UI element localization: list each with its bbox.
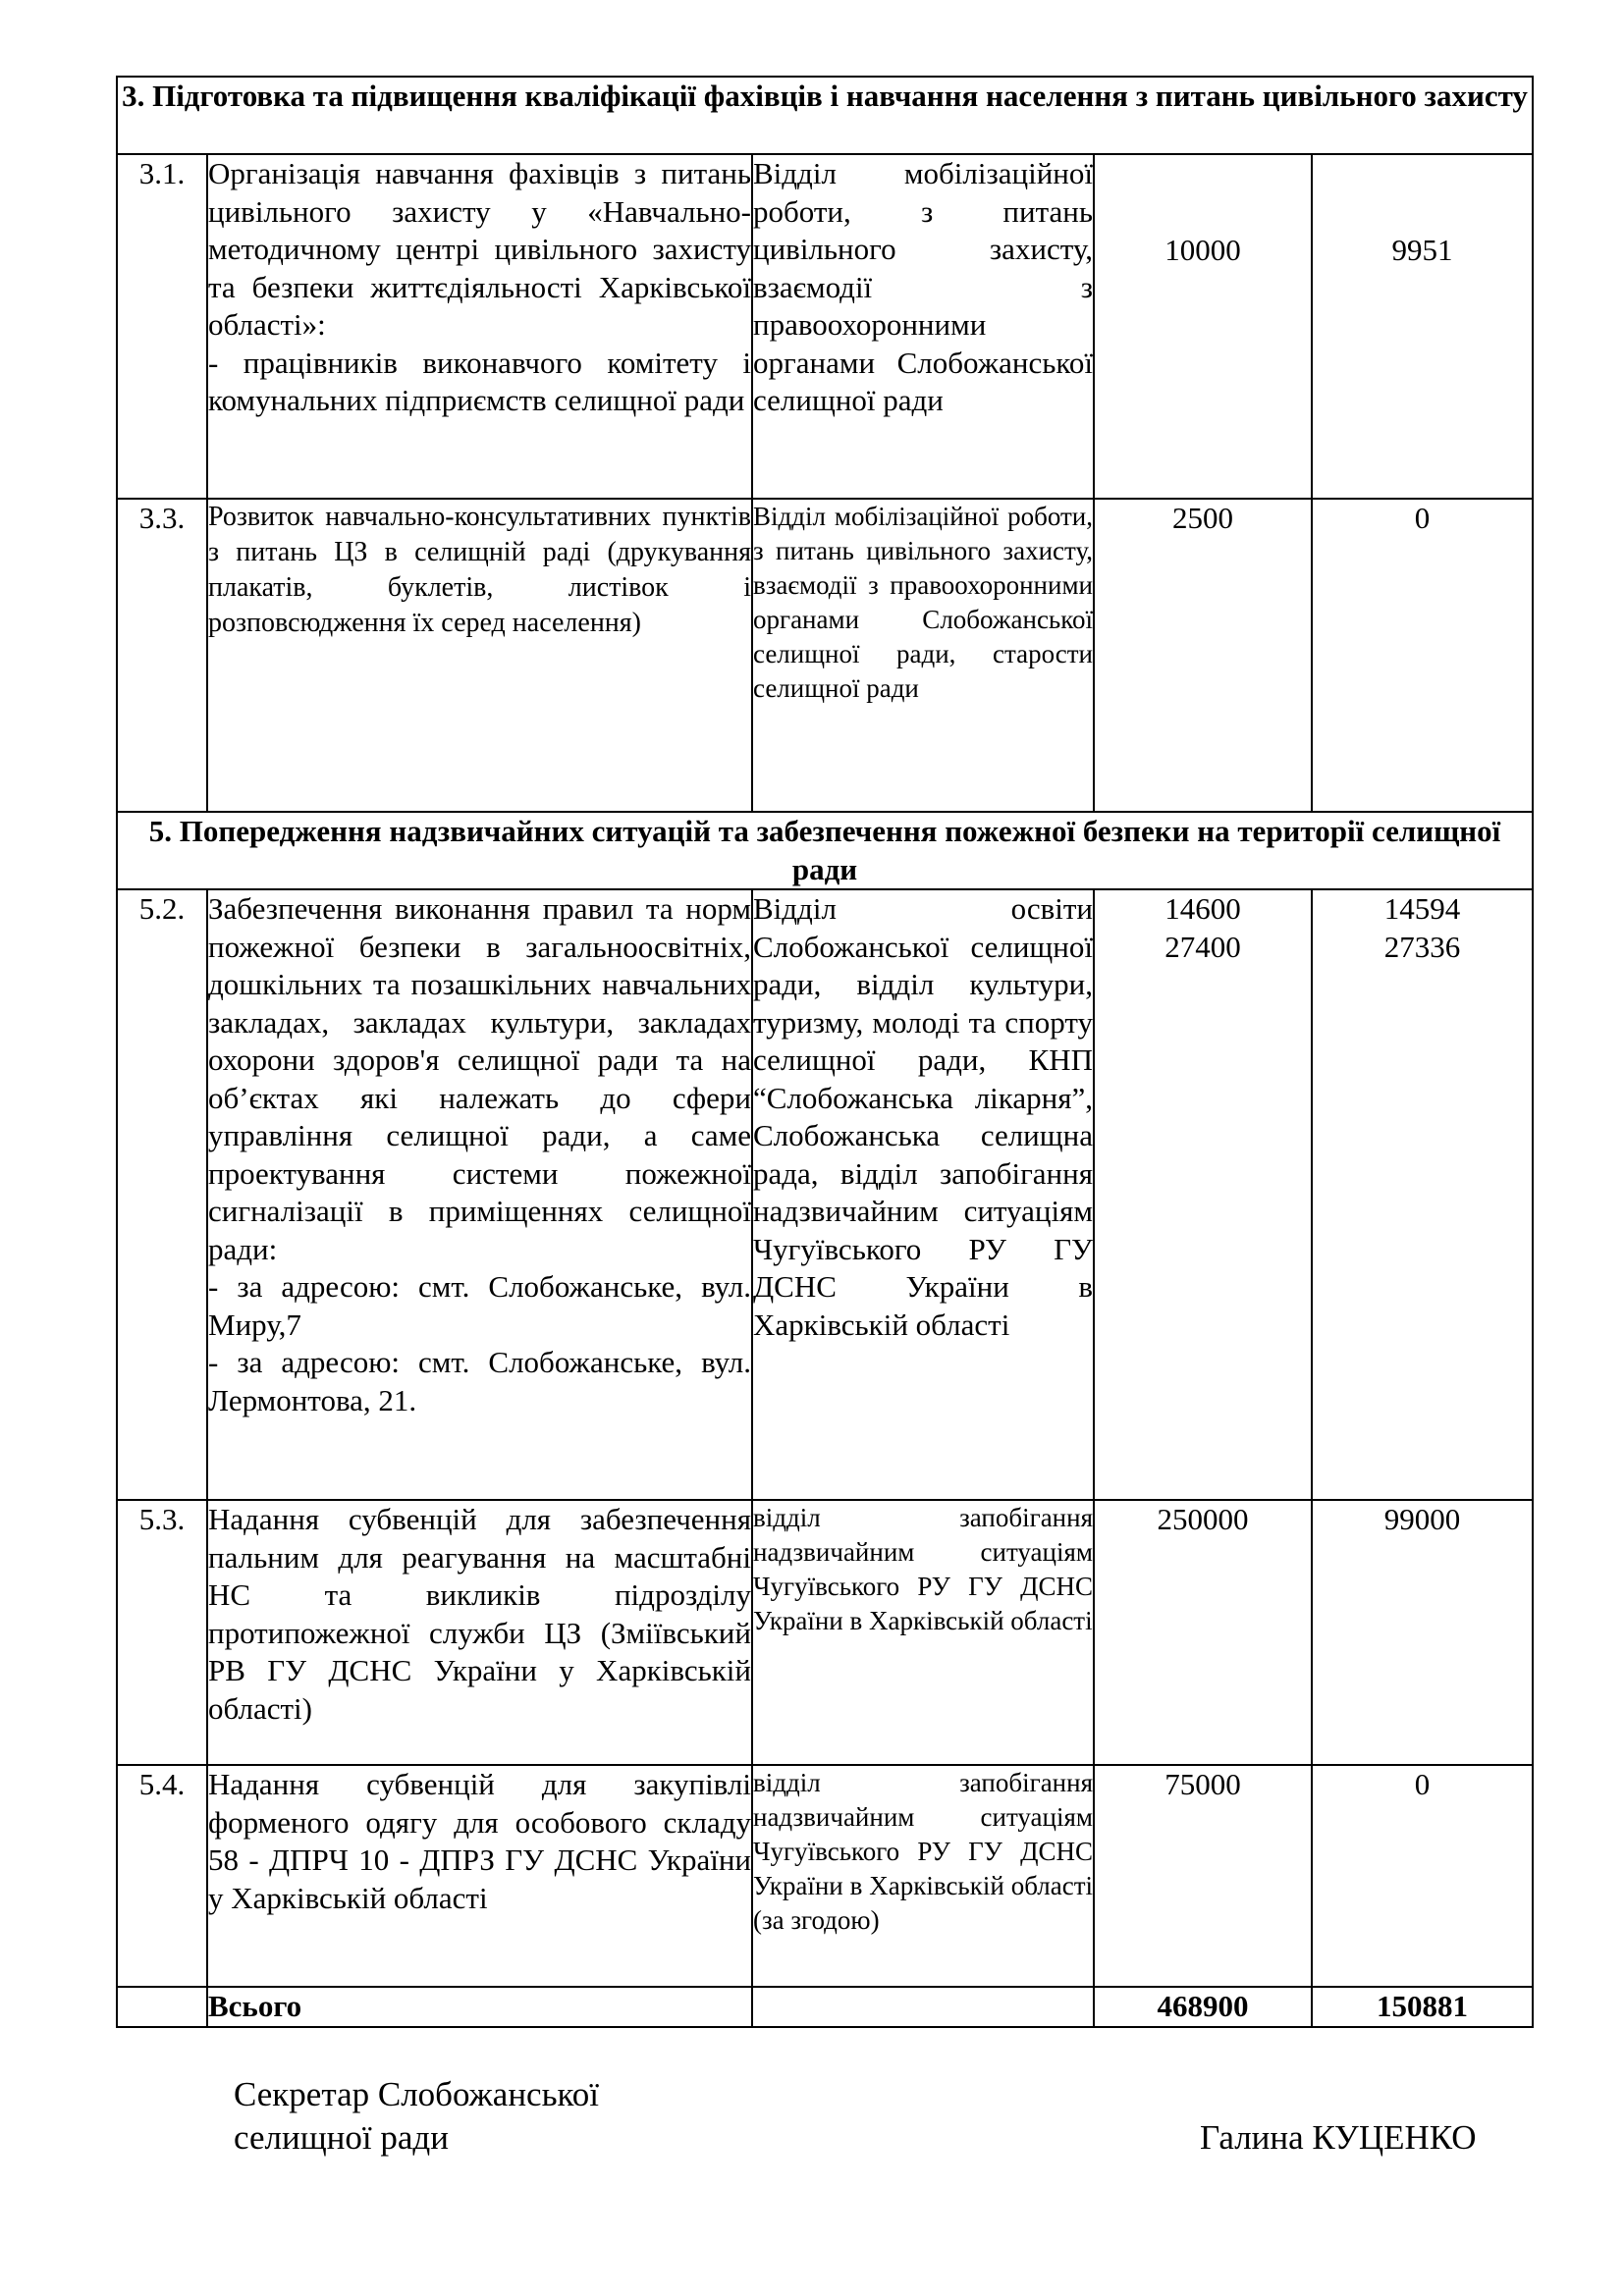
section-header-row <box>117 812 1533 889</box>
row-number: 3.3. <box>117 499 207 812</box>
executor: Відділ мобілізаційної роботи, з питань цивільного захисту, взаємодії з правоохоронними органами Слобожанської селищної ради, старости селищної ради <box>752 499 1094 812</box>
section-title: 5. Попередження надзвичайних ситуацій та забезпечення пожежної безпеки на території селищної ради <box>117 812 1533 889</box>
executor: відділ запобігання надзвичайним ситуаціям Чугуївського РУ ГУ ДСНС України в Харківській області <box>752 1500 1094 1765</box>
total-row <box>117 1987 1533 2027</box>
total-actual: 150881 <box>1312 1987 1533 2027</box>
text-line: - за адресою: смт. Слобожанське, вул. Лермонтова, 21. <box>208 1345 751 1417</box>
planned-amount <box>1094 889 1312 1500</box>
text-line: Організація навчання фахівців з питань цивільного захисту у «Навчально-методичному центрі цивільного захисту та безпеки життєдіяльності Харківської області»: <box>208 156 751 342</box>
text-line: Забезпечення виконання правил та норм пожежної безпеки в загальноосвітніх, дошкільних та позашкільних навчальних закладах, закладах культури, закладах охорони здоров'я селищної ради та на об’єктах які належать до сфери управління селищної ради, а саме проектування системи пожежної сигналізації в приміщеннях селищної ради: <box>208 891 751 1266</box>
row-number: 3.1. <box>117 154 207 499</box>
text-line: 27400 <box>1164 929 1241 964</box>
planned-amount: 2500 <box>1094 499 1312 812</box>
row-number: 5.3. <box>117 1500 207 1765</box>
actual-amount <box>1312 889 1533 1500</box>
activity-name <box>207 154 752 499</box>
section-header-row <box>117 77 1533 154</box>
planned-amount: 250000 <box>1094 1500 1312 1765</box>
total-label: Всього <box>207 1987 752 2027</box>
actual-amount-values <box>1313 890 1532 966</box>
executor: Відділ мобілізаційної роботи, з питань цивільного захисту, взаємодії з правоохоронними органами Слобожанської селищної ради <box>752 154 1094 499</box>
total-planned: 468900 <box>1094 1987 1312 2027</box>
row-number: 5.4. <box>117 1765 207 1987</box>
text-line: - працівників виконавчого комітету і комунальних підприємств селищної ради <box>208 345 751 417</box>
planned-amount-values <box>1095 890 1311 966</box>
actual-amount: 0 <box>1312 1765 1533 1987</box>
signature-position-line2: селищної ради <box>234 2118 449 2157</box>
text-line: 14600 <box>1164 891 1241 926</box>
signature-position <box>234 2073 599 2160</box>
table-row <box>117 889 1533 1500</box>
activity-name <box>207 889 752 1500</box>
signature-name: Галина КУЦЕНКО <box>1200 2118 1477 2157</box>
activity-text <box>208 890 751 1419</box>
signature-position-line1: Секретар Слобожанської <box>234 2075 599 2113</box>
planned-amount: 10000 <box>1094 154 1312 499</box>
table-row <box>117 1765 1533 1987</box>
total-empty-cell <box>752 1987 1094 2027</box>
planned-amount: 75000 <box>1094 1765 1312 1987</box>
actual-amount: 9951 <box>1312 154 1533 499</box>
program-table <box>116 76 1534 2028</box>
activity-name: Надання субвенцій для закупівлі форменого одягу для особового складу 58 - ДПРЧ 10 - ДПРЗ ГУ ДСНС України у Харківській області <box>207 1765 752 1987</box>
executor: Відділ освіти Слобожанської селищної ради, відділ культури, туризму, молоді та спорту селищної ради, КНП “Слобожанська лікарня”, Слобожанська селищна рада, відділ запобігання надзвичайним ситуаціям Чугуївського РУ ГУ ДСНС України в Харківській області <box>752 889 1094 1500</box>
activity-name: Розвиток навчально-консультативних пунктів з питань ЦЗ в селищній раді (друкування плакатів, буклетів, листівок і розповсюдження їх серед населення) <box>207 499 752 812</box>
actual-amount: 99000 <box>1312 1500 1533 1765</box>
actual-amount: 0 <box>1312 499 1533 812</box>
activity-name: Надання субвенцій для забезпечення пальним для реагування на масштабні НС та викликів підрозділу протипожежної служби ЦЗ (Зміївський РВ ГУ ДСНС України у Харківській області) <box>207 1500 752 1765</box>
text-line: - за адресою: смт. Слобожанське, вул. Миру,7 <box>208 1269 751 1342</box>
text-line: 27336 <box>1383 929 1461 964</box>
table-row <box>117 499 1533 812</box>
section-title: 3. Підготовка та підвищення кваліфікації фахівців і навчання населення з питань цивільного захисту <box>117 77 1533 154</box>
activity-text <box>208 155 751 420</box>
text-line: 14594 <box>1383 891 1461 926</box>
table-row <box>117 1500 1533 1765</box>
total-empty-cell <box>117 1987 207 2027</box>
executor: відділ запобігання надзвичайним ситуаціям Чугуївського РУ ГУ ДСНС України в Харківській області (за згодою) <box>752 1765 1094 1987</box>
table-row <box>117 154 1533 499</box>
row-number: 5.2. <box>117 889 207 1500</box>
